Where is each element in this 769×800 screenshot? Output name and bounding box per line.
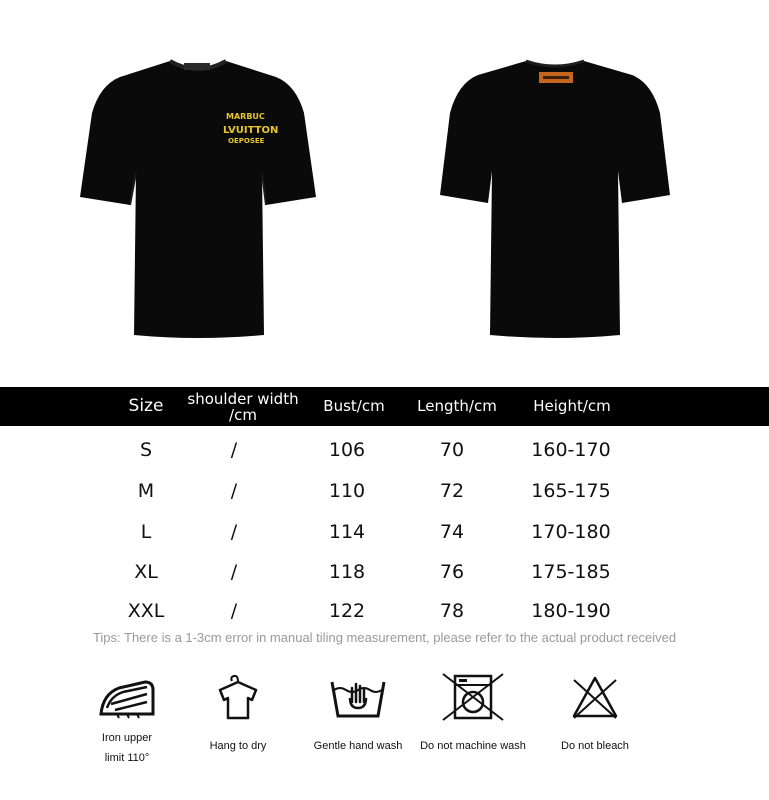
cell-height: 165-175 xyxy=(531,480,611,502)
cell-length: 72 xyxy=(439,480,465,502)
print-line-2: LVUITTON xyxy=(223,125,279,136)
measurement-tip: Tips: There is a 1-3cm error in manual tiling measurement, please refer to the actual product received xyxy=(92,630,677,645)
hang-dry-icon xyxy=(216,672,260,722)
cell-shoulder: / xyxy=(230,521,238,543)
cell-height: 170-180 xyxy=(531,521,611,543)
cell-length: 74 xyxy=(439,521,465,543)
product-images xyxy=(0,0,769,385)
care-hang-dry-label: Hang to dry xyxy=(209,740,267,752)
care-hand-wash-label: Gentle hand wash xyxy=(313,740,403,752)
care-no-machine-wash-label: Do not machine wash xyxy=(420,740,526,752)
hand-wash-icon xyxy=(328,672,388,722)
table-row xyxy=(0,593,769,629)
print-line-1: MARBUC xyxy=(226,112,265,121)
cell-shoulder: / xyxy=(230,480,238,502)
table-row xyxy=(0,473,769,509)
iron-icon xyxy=(97,672,157,722)
table-row xyxy=(0,432,769,468)
print-line-3: OEPOSEE xyxy=(228,137,265,145)
header-height: Height/cm xyxy=(533,397,611,415)
care-iron xyxy=(67,672,187,768)
cell-length: 76 xyxy=(439,561,465,583)
cell-bust: 110 xyxy=(328,480,366,502)
care-hang-dry xyxy=(178,672,298,756)
cell-height: 175-185 xyxy=(531,561,611,583)
cell-length: 70 xyxy=(439,439,465,461)
header-shoulder-width: shoulder width /cm xyxy=(187,389,299,424)
header-size: Size xyxy=(128,396,164,416)
cell-size: S xyxy=(139,439,153,461)
cell-bust: 118 xyxy=(328,561,366,583)
care-no-machine-wash xyxy=(413,672,533,756)
cell-length: 78 xyxy=(439,600,465,622)
header-length: Length/cm xyxy=(417,397,497,415)
no-machine-wash-icon xyxy=(441,672,505,722)
tshirt-front-image xyxy=(78,55,318,345)
header-bust: Bust/cm xyxy=(323,397,385,415)
cell-bust: 114 xyxy=(328,521,366,543)
care-hand-wash xyxy=(298,672,418,756)
table-row xyxy=(0,514,769,550)
cell-size: L xyxy=(140,521,152,543)
cell-shoulder: / xyxy=(230,600,238,622)
cell-size: XXL xyxy=(127,600,165,622)
cell-shoulder: / xyxy=(230,439,238,461)
cell-bust: 122 xyxy=(328,600,366,622)
cell-height: 160-170 xyxy=(531,439,611,461)
cell-size: XL xyxy=(134,561,158,583)
cell-shoulder: / xyxy=(230,561,238,583)
cell-bust: 106 xyxy=(328,439,366,461)
no-bleach-icon xyxy=(570,672,620,722)
size-chart-header xyxy=(0,387,769,426)
cell-height: 180-190 xyxy=(531,600,611,622)
care-no-bleach xyxy=(535,672,655,756)
table-row xyxy=(0,554,769,590)
tshirt-back-image xyxy=(438,55,673,345)
care-iron-label: Iron upper limit 110° xyxy=(101,732,153,764)
cell-size: M xyxy=(137,480,155,502)
care-no-bleach-label: Do not bleach xyxy=(561,740,629,752)
